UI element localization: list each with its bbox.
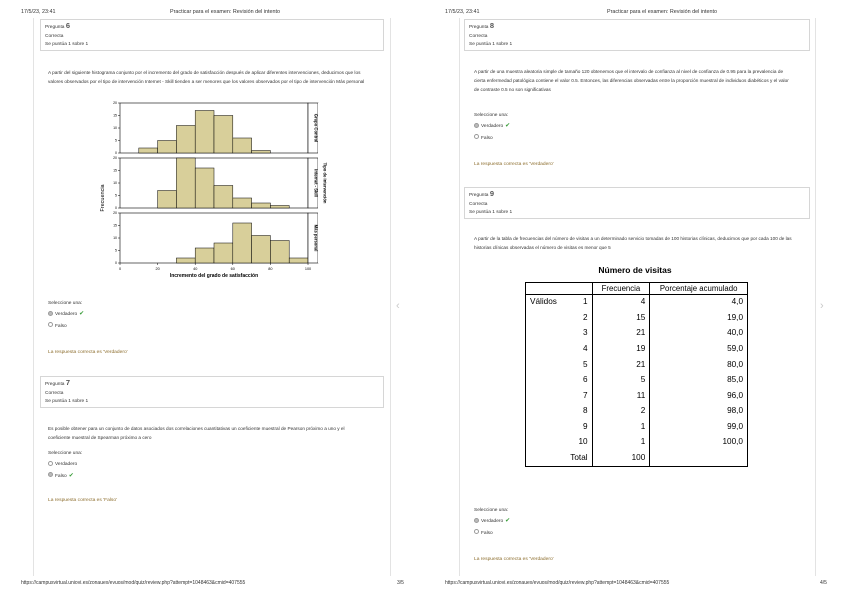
option-verdadero[interactable]: Verdadero ✔ <box>48 309 84 320</box>
table-title: Número de visitas <box>598 265 672 275</box>
question-8-feedback: La respuesta correcta es 'Verdadero' <box>474 162 554 167</box>
header-date: 17/5/23, 23:41 <box>21 9 56 15</box>
question-8-options <box>474 110 510 144</box>
header-date: 17/5/23, 23:41 <box>445 9 480 15</box>
option-verdadero[interactable]: Verdadero <box>48 459 82 470</box>
histogram-bar <box>214 116 233 154</box>
y-tick-label: 5 <box>115 248 117 253</box>
table-row <box>526 311 748 327</box>
total-freq-cell: 100 <box>592 450 650 466</box>
y-tick-label: 0 <box>115 261 117 266</box>
y-tick-label: 15 <box>113 113 117 118</box>
histogram-bar <box>252 151 271 154</box>
question-9-options <box>474 505 510 539</box>
total-cum-cell <box>650 450 748 466</box>
next-page-arrow-icon[interactable]: › <box>820 300 824 312</box>
content-border-left <box>459 18 460 576</box>
histogram-bar <box>176 126 195 154</box>
question-number: Pregunta 6 <box>45 21 70 30</box>
option-falso[interactable]: Falso ✔ <box>48 471 82 482</box>
question-9-text: A partir de la tabla de frecuencias del número de visitas a un determinado servicio tomadas de 100 historias clínicas, deducimos que por cada 100 de las historias clínicas observadas el número de visitas es menor que 5 <box>474 236 792 250</box>
histogram-bar <box>158 141 177 154</box>
option-verdadero[interactable]: Verdadero ✔ <box>474 121 510 132</box>
x-tick-label: 0 <box>118 267 122 271</box>
row-cum-cell: 100,0 <box>722 437 743 447</box>
row-group-cell: Válidos <box>530 297 557 307</box>
option-falso[interactable]: Falso <box>48 321 84 332</box>
row-group-cell <box>526 388 565 404</box>
question-number: Pregunta 7 <box>45 378 70 387</box>
question-9-feedback: La respuesta correcta es 'Verdadero' <box>474 557 554 562</box>
question-9-info <box>464 187 810 219</box>
y-tick-label: 10 <box>113 126 117 131</box>
histogram-bar <box>252 203 271 208</box>
header-title: Practicar para el examen: Revisión del intento <box>170 9 280 15</box>
question-7-info <box>40 376 384 408</box>
question-7-options <box>48 448 82 482</box>
row-group-cell <box>526 326 565 342</box>
question-score: Se puntúa 1 sobre 1 <box>469 42 513 48</box>
options-label: Seleccione una: <box>48 451 83 456</box>
footer-url: https://campusvirtual.uniovi.es/zonauex/evuos/mod/quiz/review.php?attempt=1048463&cmid=407555 <box>445 580 670 586</box>
row-freq-cell: 11 <box>592 388 650 404</box>
histogram-bar <box>139 148 158 153</box>
row-freq-cell: 1 <box>592 435 650 451</box>
row-group-cell <box>526 373 565 389</box>
row-group-cell <box>526 435 565 451</box>
y-tick-label: 20 <box>113 101 117 106</box>
y-tick-label: 10 <box>113 181 117 186</box>
row-value-cell: 2 <box>564 311 592 327</box>
table-row <box>526 419 748 435</box>
y-tick-label: 5 <box>115 138 117 143</box>
question-number: Pregunta 9 <box>469 189 494 198</box>
y-tick-label: 20 <box>113 211 117 216</box>
question-number: Pregunta 8 <box>469 21 494 30</box>
y-tick-label: 0 <box>115 206 117 211</box>
question-status: Correcta <box>45 33 64 39</box>
row-cum-cell: 19,0 <box>727 312 743 322</box>
option-falso[interactable]: Falso <box>474 133 510 144</box>
y-axis-label: Frecuencia <box>100 184 106 212</box>
header-porcentaje: Porcentaje acumulado <box>650 283 748 295</box>
histogram-bar <box>176 158 195 208</box>
table-row <box>526 326 748 342</box>
row-group-cell <box>526 357 565 373</box>
row-group-cell <box>526 404 565 420</box>
row-group-cell <box>526 419 565 435</box>
option-falso[interactable]: Falso <box>474 528 510 539</box>
histogram-bar <box>233 138 252 153</box>
row-cum-cell: 99,0 <box>727 421 743 431</box>
checkmark-icon: ✔ <box>79 311 85 318</box>
question-6-feedback: La respuesta correcta es 'Verdadero' <box>48 350 128 355</box>
content-border-right <box>815 18 816 576</box>
row-freq-cell: 15 <box>592 311 650 327</box>
histogram-bar <box>214 243 233 263</box>
histogram-bar <box>195 248 214 263</box>
histogram-bar <box>252 236 271 264</box>
question-7-text: Es posible obtener para un conjunto de datos asociados dos correlaciones cuantitativas un coeficiente muestral de Pearson próximo a uno y el coeficiente muestral de Spearman próximo a cero <box>48 426 345 440</box>
content-border-right <box>390 18 391 576</box>
y-tick-label: 5 <box>115 193 117 198</box>
row-value-cell: 9 <box>564 419 592 435</box>
row-freq-cell: 21 <box>592 326 650 342</box>
row-value-cell: 6 <box>564 373 592 389</box>
row-value-cell: 4 <box>564 342 592 358</box>
table-row <box>526 342 748 358</box>
page-number: 3/5 <box>397 580 404 586</box>
question-6-text: A partir del siguiente histograma conjunto por el incremento del grado de satisfacción después de aplicar diferentes intervenciones, deducimos que los valores observados por el tipo de intervención Internet - Skill tienden a ser menores que los valores observados por el tipo de intervención Más personal <box>48 70 365 84</box>
radio-checked-icon[interactable] <box>474 518 479 523</box>
table-total-row <box>526 450 748 466</box>
radio-checked-icon[interactable] <box>48 311 53 316</box>
row-group-cell <box>526 450 565 466</box>
row-value-cell: 5 <box>564 357 592 373</box>
page-number: 4/5 <box>820 580 827 586</box>
question-6-options <box>48 298 84 332</box>
row-cum-cell: 4,0 <box>731 297 743 307</box>
facet-label: Más personal <box>313 224 319 252</box>
table-row <box>526 373 748 389</box>
histogram-bar <box>233 223 252 263</box>
histogram-bar <box>214 186 233 209</box>
row-freq-cell: 4 <box>592 295 650 311</box>
table-row <box>526 404 748 420</box>
table-row <box>526 357 748 373</box>
question-status: Correcta <box>45 390 64 396</box>
row-cum-cell: 96,0 <box>727 390 743 400</box>
row-freq-cell: 19 <box>592 342 650 358</box>
x-axis-label: Incremento del grado de satisfacción <box>169 273 259 279</box>
row-value-cell: 3 <box>564 326 592 342</box>
row-value-cell: 1 <box>564 295 592 311</box>
facet-title: Tipo de intervención <box>322 162 328 204</box>
content-border-left <box>33 18 34 576</box>
radio-icon[interactable] <box>474 134 479 139</box>
x-tick-label: 40 <box>193 267 198 271</box>
y-tick-label: 10 <box>113 236 117 241</box>
facet-label: Internet - Skill <box>313 169 319 197</box>
table-row <box>526 435 748 451</box>
histogram-chart <box>96 100 336 294</box>
row-cum-cell: 85,0 <box>727 375 743 385</box>
row-cum-cell: 80,0 <box>727 359 743 369</box>
x-tick-label: 100 <box>304 267 312 271</box>
row-cum-cell: 40,0 <box>727 328 743 338</box>
header-title: Practicar para el examen: Revisión del intento <box>607 9 717 15</box>
row-freq-cell: 2 <box>592 404 650 420</box>
row-freq-cell: 1 <box>592 419 650 435</box>
histogram-bar <box>270 206 289 209</box>
question-6-info <box>40 19 384 51</box>
row-group-cell <box>526 311 565 327</box>
row-value-cell: 10 <box>564 435 592 451</box>
x-tick-label: 20 <box>155 267 160 271</box>
question-7-feedback: La respuesta correcta es 'Falso' <box>48 498 118 503</box>
checkmark-icon: ✔ <box>68 472 74 479</box>
row-freq-cell: 5 <box>592 373 650 389</box>
option-verdadero[interactable]: Verdadero ✔ <box>474 516 510 527</box>
options-label: Seleccione una: <box>48 301 83 306</box>
checkmark-icon: ✔ <box>505 518 511 525</box>
x-tick-label: 80 <box>268 267 273 271</box>
header-empty <box>526 283 593 295</box>
x-tick-label: 60 <box>230 267 235 271</box>
table-row <box>526 295 748 311</box>
prev-page-arrow-icon[interactable]: ‹ <box>396 300 400 312</box>
row-freq-cell: 21 <box>592 357 650 373</box>
y-tick-label: 20 <box>113 156 117 161</box>
radio-checked-icon[interactable] <box>474 123 479 128</box>
facet-label: Grupo Control <box>313 113 319 143</box>
histogram-bar <box>195 168 214 208</box>
footer-url: https://campusvirtual.uniovi.es/zonauex/evuos/mod/quiz/review.php?attempt=1048463&cmid=407555 <box>21 580 246 586</box>
table-header-row <box>526 283 748 295</box>
row-group-cell <box>526 342 565 358</box>
histogram-bar <box>158 191 177 209</box>
y-tick-label: 0 <box>115 151 117 156</box>
row-value-cell: 7 <box>564 388 592 404</box>
table-row <box>526 388 748 404</box>
histogram-bar <box>233 198 252 208</box>
histogram-bar <box>289 258 308 263</box>
radio-icon[interactable] <box>48 322 53 327</box>
frequency-table <box>525 282 748 467</box>
question-status: Correcta <box>469 33 488 39</box>
question-8-text: A partir de una muestra aleatoria simple de tamaño 120 obtenemos que el intervalo de confianza al nivel de confianza de 0.95 para la prevalencia de cierta enfermedad patológica contiene el valor 0.5. Entonces, las diferencias observadas entre la proporción muestral de individuos diabéticos y el valor de contraste 0.5 no son significativas <box>474 69 789 92</box>
y-tick-label: 15 <box>113 223 117 228</box>
question-8-info <box>464 19 810 51</box>
row-cum-cell: 98,0 <box>727 406 743 416</box>
checkmark-icon: ✔ <box>505 123 511 130</box>
total-label-cell: Total <box>564 450 592 466</box>
header-frecuencia: Frecuencia <box>592 283 650 295</box>
question-status: Correcta <box>469 201 488 207</box>
options-label: Seleccione una: <box>474 508 509 513</box>
question-score: Se puntúa 1 sobre 1 <box>469 210 513 216</box>
histogram-bar <box>176 258 195 263</box>
row-value-cell: 8 <box>564 404 592 420</box>
y-tick-label: 15 <box>113 168 117 173</box>
options-label: Seleccione una: <box>474 113 509 118</box>
question-score: Se puntúa 1 sobre 1 <box>45 42 89 48</box>
row-cum-cell: 59,0 <box>727 343 743 353</box>
radio-checked-icon[interactable] <box>48 472 53 477</box>
radio-icon[interactable] <box>48 461 53 466</box>
histogram-bar <box>270 241 289 264</box>
radio-icon[interactable] <box>474 529 479 534</box>
histogram-bar <box>195 111 214 154</box>
question-score: Se puntúa 1 sobre 1 <box>45 399 89 405</box>
